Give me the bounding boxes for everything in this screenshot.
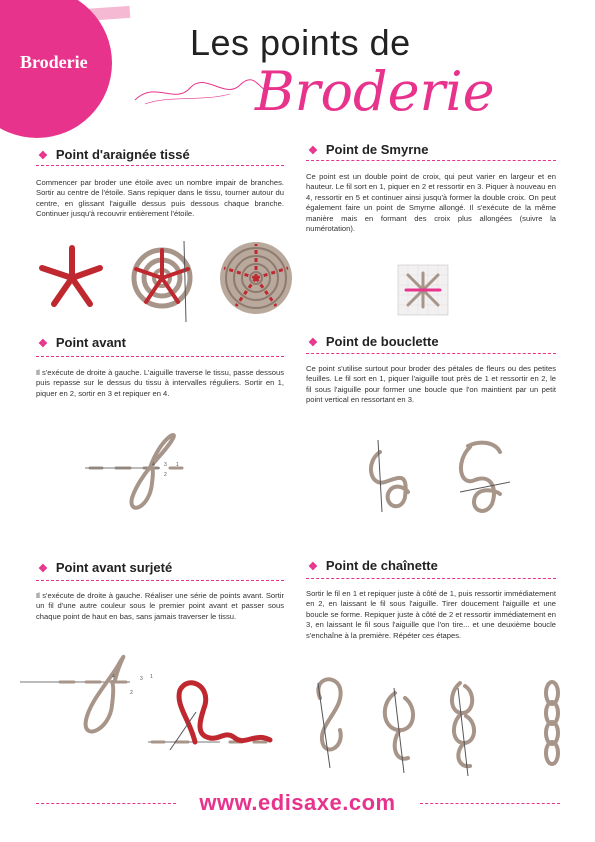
section-text-chainette: Sortir le fil en 1 et repiquer juste à côté de 1, puis ressortir immédiatement en 2, en laissant le fil sous l'aiguille. Tirer doucement l'aiguille et une boucle se forme. Repiquer juste à côté de 2 et ressortir immédiatement en 3, en laissant le fil sous l'aiguille que l'on tire... et une deuxième boucle s'enchaîne à la première. Répéter ces étapes. [306, 589, 556, 640]
section-divider [36, 356, 284, 357]
footer-website: www.edisaxe.com [199, 790, 396, 815]
diagram-number: 3 [140, 676, 143, 682]
section-text-smyrne: Ce point est un double point de croix, qui peut varier en largeur et en hauteur. Le fil sort en 1, piquer en 2 et ressortir en 3. Piquer à nouveau en 4, ressortir en 5 et continuer ainsi jusqu'à former la double croix. On peut également faire un point de Smyrne allongé. Il s'exécute de la même manière mais en formant des croix plus allongées (suivre la numérotation). [306, 172, 556, 234]
diagram-number: 2 [130, 690, 133, 696]
lazy-daisy-diagram [360, 432, 520, 522]
diamond-bullet-icon: ❖ [308, 337, 318, 349]
section-title-araignee: ❖ Point d'araignée tissé [38, 147, 190, 162]
running-stitch-diagram [80, 428, 200, 523]
diamond-bullet-icon: ❖ [308, 145, 318, 157]
category-badge-label: Broderie [20, 52, 88, 72]
title-swash [130, 70, 270, 110]
diagram-number: 1 [176, 462, 179, 468]
section-divider [36, 165, 284, 166]
section-title-surjete: ❖ Point avant surjeté [38, 560, 173, 575]
diagram-number: 3 [164, 462, 167, 468]
page-title-line1: Les points de [190, 22, 411, 63]
diagram-number: 1 [150, 674, 153, 680]
smyrne-stitch-diagram [398, 265, 448, 315]
section-title-chainette: ❖ Point de chaînette [308, 558, 438, 573]
section-text-surjete: Il s'exécute de droite à gauche. Réaliser une série de points avant. Sortir un fil d'une autre couleur sous le premier point avant et passer sous chaque point de haut en bas, sans jamais traverser le tissu. [36, 591, 284, 621]
whipped-running-stitch-diagram [20, 650, 300, 760]
diamond-bullet-icon: ❖ [308, 561, 318, 573]
diamond-bullet-icon: ❖ [38, 338, 48, 350]
diagram-number: 4 [152, 462, 155, 468]
section-title-smyrne: ❖ Point de Smyrne [308, 142, 429, 157]
diamond-bullet-icon: ❖ [38, 150, 48, 162]
diagram-number: 2 [164, 472, 167, 478]
chain-stitch-diagram [300, 668, 580, 778]
section-text-bouclette: Ce point s'utilise surtout pour broder des pétales de fleurs ou des petites feuilles. Le fil sort en 1, piquer l'aiguille tout près de 1 et ressortir en 2, le fil sous l'aiguille pour former une boucle que l'on maintient par un petit point vertical en ressortant en 3. [306, 364, 556, 405]
spider-web-diagram [34, 236, 294, 326]
section-divider [306, 160, 556, 161]
section-text-point-avant: Il s'exécute de droite à gauche. L'aiguille traverse le tissu, passe dessous puis repasse sur le dessus du tissu à intervalles réguliers. Sortir en 1, piquer en 2, sortir en 3 et repiquer en 4. [36, 368, 284, 398]
section-title-bouclette: ❖ Point de bouclette [308, 334, 439, 349]
section-title-point-avant: ❖ Point avant [38, 335, 126, 350]
section-divider [36, 580, 284, 581]
page-title-line2: Broderie [255, 60, 495, 123]
section-divider [306, 578, 556, 579]
diagram-number: 4 [112, 674, 115, 680]
section-text-araignee: Commencer par broder une étoile avec un nombre impair de branches. Sortir au centre de l'étoile. Sans repiquer dans le tissu, tourner autour du centre, en glissant l'aiguille dessus puis dessous chaque branche. Continuer jusqu'à recouvrir entièrement l'étoile. [36, 178, 284, 219]
diamond-bullet-icon: ❖ [38, 563, 48, 575]
section-divider [306, 353, 556, 354]
